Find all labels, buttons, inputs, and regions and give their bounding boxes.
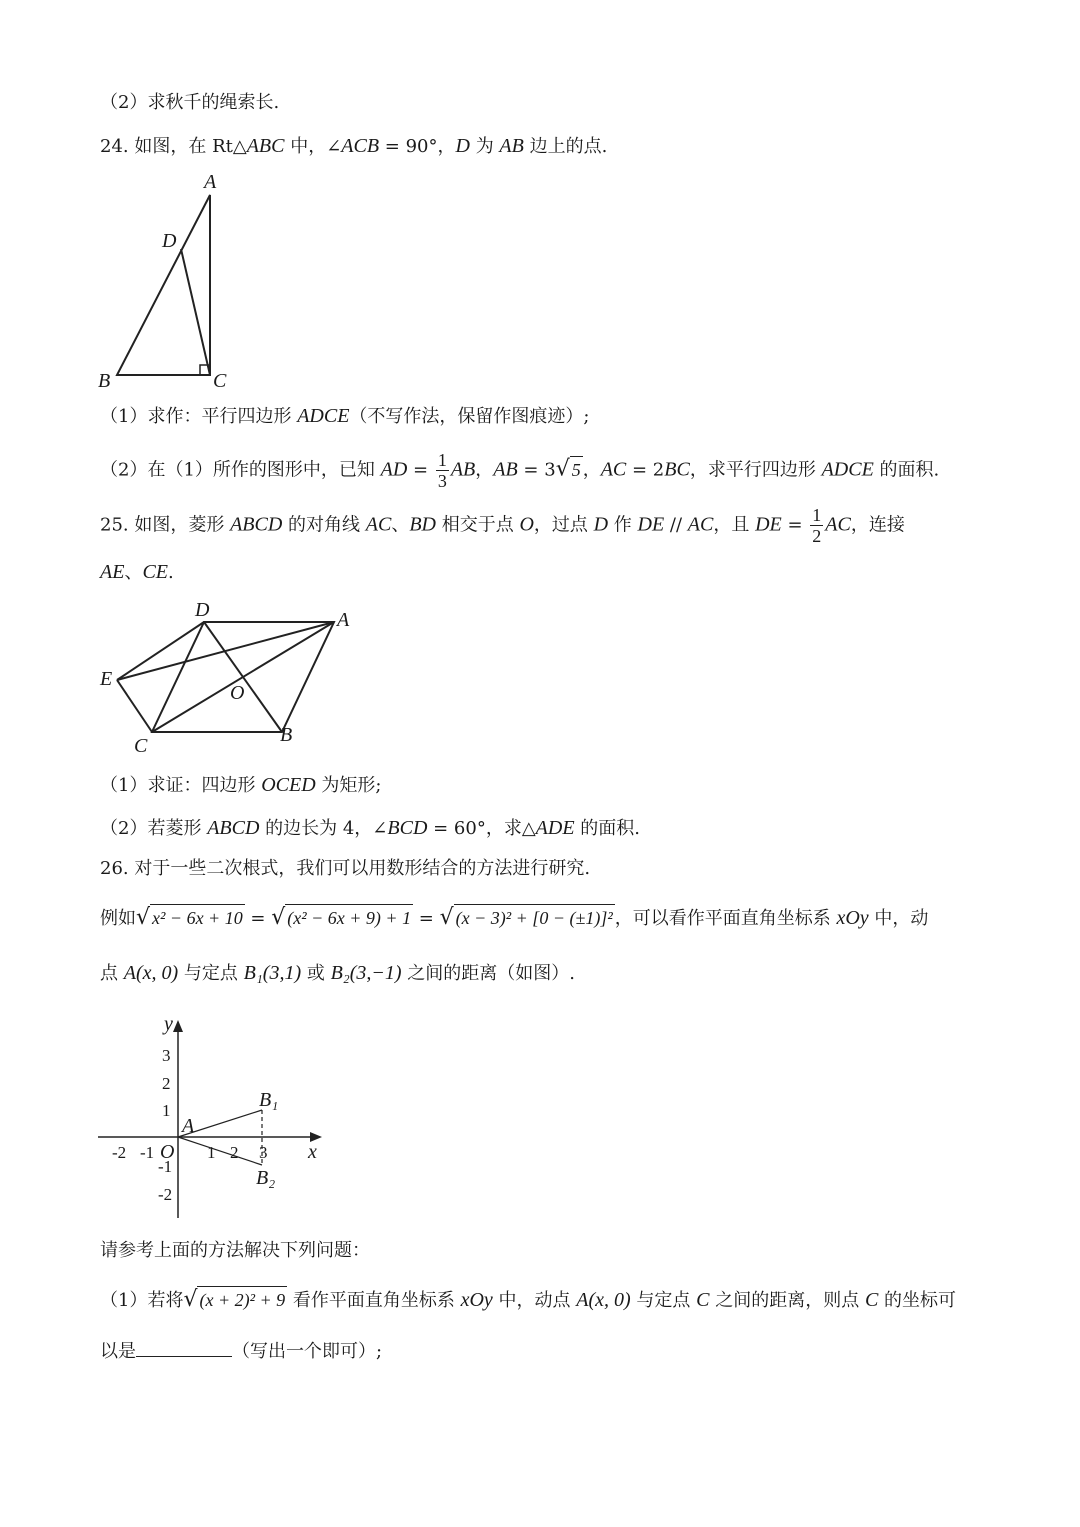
q25-math: AE bbox=[100, 561, 125, 583]
frac-den: 2 bbox=[812, 526, 822, 546]
q25-stem-text: 、 bbox=[391, 514, 410, 536]
radical-icon: √ bbox=[183, 1287, 198, 1312]
q25-stem bbox=[100, 505, 905, 546]
q25-stem-text: ，过点 bbox=[533, 514, 594, 536]
frac-den: 3 bbox=[437, 471, 447, 491]
q24-part2-text: = 2 bbox=[626, 459, 665, 481]
q24-stem bbox=[100, 133, 607, 160]
fraction-one-half bbox=[810, 505, 823, 546]
q25-part2-text: （2）若菱形 bbox=[100, 818, 208, 839]
q26-stem-text: 26. 对于一些二次根式，我们可以用数形结合的方法进行研究. bbox=[100, 858, 591, 879]
q25-stem-line2 bbox=[100, 559, 174, 586]
q24-math: AB bbox=[499, 135, 524, 157]
q24-part2-text: ， bbox=[475, 459, 494, 481]
q24-part2-text: 的面积. bbox=[873, 459, 940, 481]
q26-part1-line2 bbox=[100, 1338, 382, 1365]
q25-part2-text: 的边长为 4，∠ bbox=[259, 818, 388, 839]
segment-ea bbox=[117, 622, 334, 680]
segment-dc bbox=[181, 249, 210, 375]
tick-x3: 3 bbox=[259, 1143, 268, 1162]
q25-math: BD bbox=[409, 513, 436, 536]
q25-math: ADE bbox=[535, 817, 575, 839]
sqrt-content: (x − 3)² + [0 − (±1)]² bbox=[454, 904, 615, 931]
q23-part2-text: （2）求秋千的绳索长. bbox=[100, 92, 280, 113]
q24-stem-text: = 90°， bbox=[379, 136, 456, 157]
label-a: A bbox=[182, 1115, 195, 1137]
q26-example-text: 与定点 bbox=[178, 963, 244, 984]
label-y: y bbox=[164, 1013, 173, 1035]
q25-math: O bbox=[519, 513, 534, 536]
q26-example bbox=[100, 904, 928, 932]
q25-math: AC bbox=[687, 513, 714, 536]
q24-math: ADCE bbox=[297, 405, 350, 427]
q24-stem-text: 24. 如图，在 Rt△ bbox=[100, 136, 247, 157]
tick-x1: 1 bbox=[207, 1143, 216, 1162]
q26-reference bbox=[100, 1238, 370, 1264]
q26-part1-text: 的坐标可 bbox=[878, 1290, 957, 1311]
q25-part2-text: 的面积. bbox=[574, 818, 641, 839]
label-a: A bbox=[204, 171, 217, 193]
label-e: E bbox=[100, 668, 113, 690]
q25-math: DE bbox=[755, 513, 782, 536]
q25-rhombus-figure bbox=[90, 595, 370, 760]
segment-ec bbox=[117, 680, 152, 732]
q25-math: OCED bbox=[261, 774, 316, 796]
label-b1: B₁ bbox=[259, 1089, 279, 1111]
q26-example-text: 之间的距离（如图）. bbox=[401, 963, 576, 984]
tick-ym1: -1 bbox=[158, 1157, 173, 1176]
q26-math: B₁(3,1) bbox=[243, 962, 302, 984]
q24-part1-text: （不写作法，保留作图痕迹）; bbox=[349, 406, 590, 427]
tick-y2: 2 bbox=[162, 1074, 171, 1093]
q25-math: ABCD bbox=[230, 513, 283, 536]
label-o: O bbox=[160, 1141, 175, 1163]
q25-math: AC bbox=[365, 513, 392, 536]
label-d: D bbox=[162, 230, 177, 252]
q25-stem-text: = bbox=[781, 514, 809, 536]
q26-part1-text: 中，动点 bbox=[492, 1290, 577, 1311]
q26-part1-text: 与定点 bbox=[630, 1290, 697, 1311]
label-x: x bbox=[308, 1141, 317, 1163]
q25-math: ABCD bbox=[207, 817, 260, 839]
q24-part2-text: ，求平行四边形 bbox=[689, 459, 822, 481]
q25-stem-text: ，连接 bbox=[850, 514, 905, 536]
q24-part1 bbox=[100, 403, 589, 430]
q24-math: AD bbox=[380, 458, 408, 481]
tick-xm1: -1 bbox=[140, 1143, 155, 1162]
label-b: B bbox=[98, 370, 111, 392]
q26-math: xOy bbox=[836, 907, 869, 929]
q24-math: BC bbox=[664, 458, 690, 481]
tick-xm2: -2 bbox=[112, 1143, 127, 1162]
q26-part1-text: 之间的距离，则点 bbox=[709, 1290, 865, 1311]
q26-coordinate-figure bbox=[90, 1010, 340, 1225]
q25-stem-text: 的对角线 bbox=[282, 514, 366, 536]
q24-math: ACB bbox=[341, 135, 380, 157]
q24-stem-text: 为 bbox=[469, 136, 500, 157]
q24-stem-text: 边上的点. bbox=[523, 136, 608, 157]
q25-stem-text: 作 bbox=[608, 514, 638, 536]
label-a: A bbox=[337, 609, 350, 631]
sqrt-content: (x + 2)² + 9 bbox=[197, 1286, 287, 1313]
tick-y1: 1 bbox=[162, 1101, 171, 1120]
q24-math: ABC bbox=[246, 135, 285, 157]
q26-math: A(x, 0) bbox=[576, 1289, 631, 1311]
q25-part1-text: （1）求证：四边形 bbox=[100, 775, 262, 796]
answer-blank[interactable] bbox=[136, 1338, 232, 1357]
q25-stem-text: // bbox=[664, 514, 688, 536]
q26-example-text: = bbox=[413, 908, 440, 929]
radical-icon: √ bbox=[439, 905, 454, 930]
tick-x2: 2 bbox=[230, 1143, 239, 1162]
q25-math: D bbox=[593, 513, 609, 536]
q24-math: D bbox=[455, 135, 470, 157]
q26-example-text: = bbox=[244, 908, 272, 929]
q24-part2 bbox=[100, 450, 939, 491]
q26-stem bbox=[100, 856, 590, 882]
q24-part1-text: （1）求作：平行四边形 bbox=[100, 406, 298, 427]
q26-example-line2 bbox=[100, 960, 575, 987]
tick-ym2: -2 bbox=[158, 1185, 173, 1204]
q24-math: ADCE bbox=[821, 458, 874, 481]
q26-example-text: 点 bbox=[100, 963, 124, 984]
q26-part1-text: （写出一个即可）; bbox=[232, 1341, 383, 1362]
q25-math: BCD bbox=[387, 817, 428, 839]
q24-part2-text: = 3 bbox=[517, 459, 556, 481]
q26-math: C bbox=[864, 1289, 879, 1311]
frac-num: 1 bbox=[812, 505, 822, 525]
q26-math: B₂(3,−1) bbox=[330, 962, 402, 984]
q26-example-text: 中，动 bbox=[868, 908, 929, 929]
q26-part1-text: 看作平面直角坐标系 bbox=[287, 1290, 461, 1311]
label-c: C bbox=[134, 735, 148, 757]
q25-stem-text: ，且 bbox=[713, 514, 756, 536]
segment-ab2 bbox=[178, 1137, 262, 1165]
q26-math: C bbox=[696, 1289, 710, 1311]
q26-math: xOy bbox=[460, 1289, 493, 1311]
sqrt-content: 5 bbox=[570, 456, 583, 483]
q24-triangle-figure bbox=[90, 165, 250, 395]
label-o: O bbox=[230, 682, 245, 704]
frac-num: 1 bbox=[437, 450, 447, 470]
fraction-one-third bbox=[436, 450, 449, 491]
q25-part2 bbox=[100, 815, 640, 842]
q25-stem-text: 25. 如图，菱形 bbox=[100, 514, 231, 536]
q25-math: AC bbox=[825, 513, 851, 536]
q26-math: A(x, 0) bbox=[123, 962, 179, 984]
sqrt-content: (x² − 6x + 9) + 1 bbox=[285, 904, 413, 931]
label-b: B bbox=[280, 724, 293, 746]
label-d: D bbox=[195, 599, 210, 621]
q24-stem-text: 中，∠ bbox=[284, 136, 342, 157]
q25-part2-text: = 60°，求△ bbox=[427, 818, 536, 839]
tick-y3: 3 bbox=[162, 1046, 171, 1065]
q25-part1-text: 为矩形; bbox=[315, 775, 382, 796]
q26-reference-text: 请参考上面的方法解决下列问题： bbox=[100, 1240, 370, 1261]
q23-part2 bbox=[100, 90, 279, 116]
radical-icon: √ bbox=[271, 905, 286, 930]
q25-stem-text: 、 bbox=[124, 562, 143, 583]
q26-example-text: 例如 bbox=[100, 908, 136, 929]
label-b2: B₂ bbox=[256, 1167, 276, 1189]
q24-part2-text: （2）在（1）所作的图形中，已知 bbox=[100, 459, 381, 481]
q24-math: AB bbox=[450, 458, 476, 481]
y-axis-arrow-icon bbox=[173, 1020, 183, 1032]
q25-stem-text: . bbox=[168, 562, 174, 583]
q24-math: AB bbox=[493, 458, 518, 481]
radical-icon: √ bbox=[136, 905, 151, 930]
q26-part1-text: （1）若将 bbox=[100, 1290, 184, 1311]
sqrt-content: x² − 6x + 10 bbox=[150, 904, 245, 931]
q25-math: DE bbox=[637, 513, 665, 536]
triangle-abc bbox=[117, 195, 210, 375]
q26-part1 bbox=[100, 1286, 956, 1314]
q24-part2-text: ， bbox=[582, 459, 601, 481]
q24-math: AC bbox=[600, 458, 627, 481]
q25-part1 bbox=[100, 772, 381, 799]
q24-part2-text: = bbox=[407, 459, 434, 481]
q26-example-text: ，可以看作平面直角坐标系 bbox=[614, 908, 837, 929]
q25-math: CE bbox=[142, 561, 168, 583]
q25-stem-text: 相交于点 bbox=[435, 514, 520, 536]
q26-example-text: 或 bbox=[301, 963, 331, 984]
radical-icon: √ bbox=[555, 456, 570, 482]
label-c: C bbox=[213, 370, 227, 392]
q26-part1-text: 以是 bbox=[100, 1341, 136, 1362]
